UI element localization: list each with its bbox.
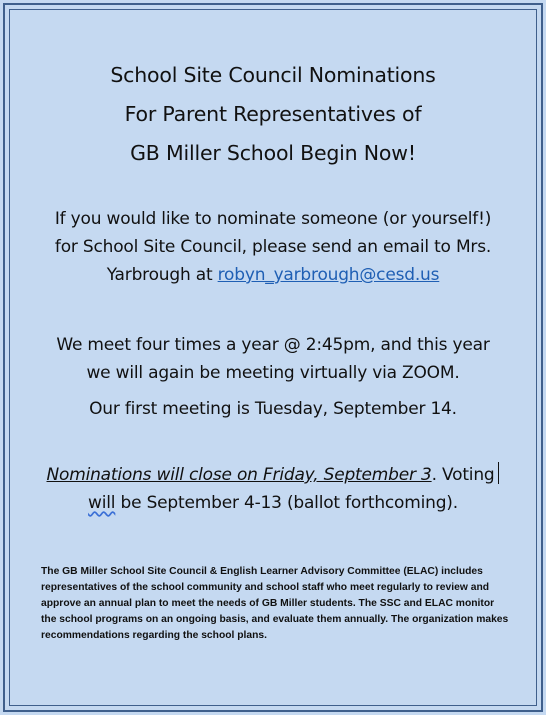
closing-deadline: Nominations will close on Friday, September 3 (46, 465, 432, 485)
meeting-line-1: We meet four times a year @ 2:45pm, and this year (56, 335, 490, 355)
text-cursor (498, 462, 499, 484)
nominate-line-3-text: Yarbrough at (106, 265, 213, 285)
spellcheck-word: will (88, 493, 116, 513)
nominate-line-2: for School Site Council, please send an email to Mrs. (54, 237, 492, 257)
title-line-3: GB Miller School Begin Now! (130, 141, 416, 165)
nominate-line-3 (20, 261, 526, 289)
closing-line-1 (20, 461, 526, 489)
closing-voting: . Voting (431, 465, 495, 485)
meeting-paragraph (20, 331, 526, 387)
closing-dates: be September 4-13 (ballot forthcoming). (115, 493, 458, 513)
flyer-title (20, 56, 526, 173)
closing-paragraph (20, 461, 526, 517)
first-meeting-line: Our first meeting is Tuesday, September 14. (89, 399, 457, 419)
title-line-1: School Site Council Nominations (110, 63, 436, 87)
nominate-line-1: If you would like to nominate someone (or yourself!) (54, 209, 492, 229)
footer-description: The GB Miller School Site Council & English Learner Advisory Committee (ELAC) includes representatives of the school community and school staff who meet regularly to review and approve an annual plan to meet the needs of GB Miller students. The SSC and ELAC monitor the school programs on an ongoing basis, and evaluate them annually. The organization makes recommendations regarding the school plans. (41, 566, 509, 641)
email-link[interactable]: robyn_yarbrough@cesd.us (217, 265, 440, 285)
nomination-paragraph (20, 205, 526, 289)
closing-line-2 (20, 489, 526, 517)
title-line-2: For Parent Representatives of (124, 102, 422, 126)
meeting-line-2: we will again be meeting virtually via ZOOM. (86, 363, 460, 383)
